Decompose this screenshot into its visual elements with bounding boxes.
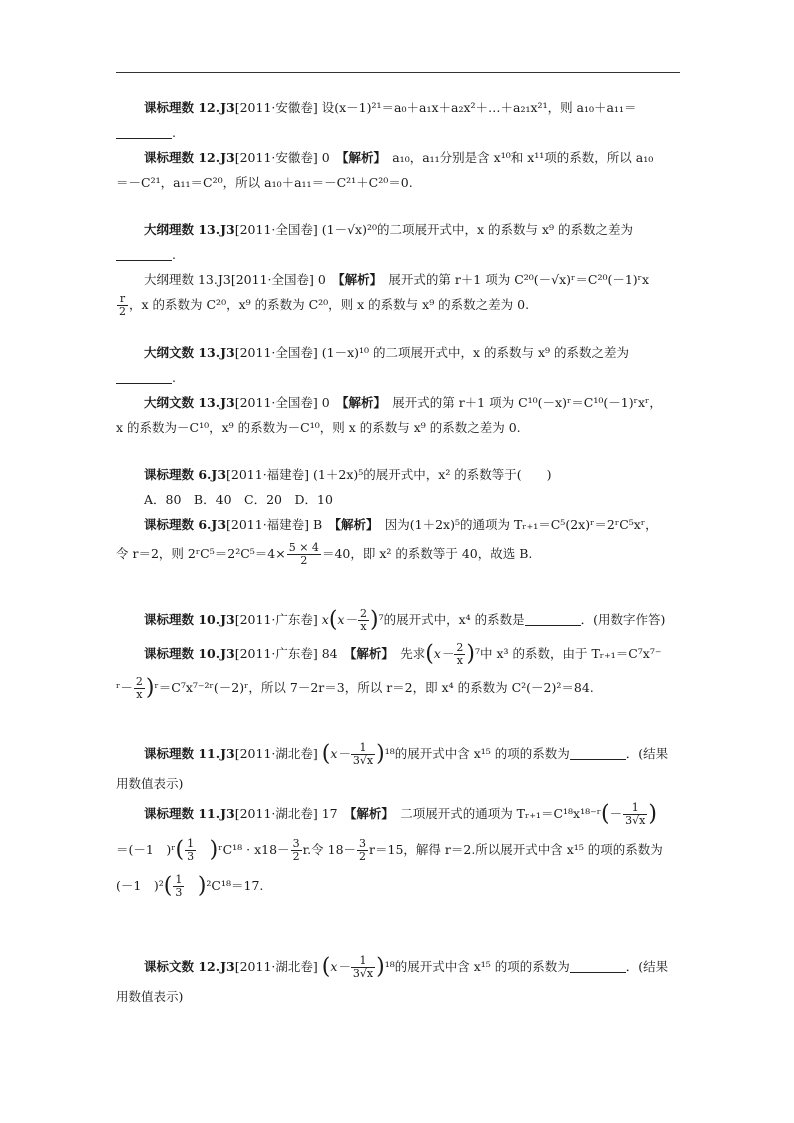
problem-question [116,603,680,637]
fraction-numerator: 3 [359,837,367,850]
question-text: 用数值表示) [116,989,184,1004]
answer-line [116,390,680,415]
problem-answer [116,267,680,318]
question-tail: ．(用数字作答) [580,612,666,627]
question-text: ¹⁸的展开式中含 x¹⁵ 的项的系数为 [384,959,570,974]
answer-text: 展开式的第 r＋1 项为 C²⁰(－√x)ʳ＝C²⁰(－1)ʳx [388,272,650,287]
answer-blank [570,958,626,973]
fraction-denominator: x [136,688,143,701]
answer-blank [116,369,172,384]
fraction-numerator: 1 [175,873,183,886]
header-rule [116,72,680,73]
answer-text: ʳ＝C⁷x⁷⁻²ʳ(－2)ʳ，所以 7－2r＝3，所以 r＝2，即 x⁴ 的系数为 C²(－2)²＝84. [154,680,594,695]
right-paren: ) [376,954,385,980]
fraction-numerator: 1 [187,837,195,850]
problem-label: 课标理数 11.J3 [144,746,235,761]
answer-label: 课标理数 12.J3 [144,150,235,165]
problem-answer [116,512,680,571]
problem-question [116,217,680,267]
left-paren: ( [425,641,434,667]
problem-label: 课标理数 12.J3 [144,100,235,115]
answer-blank [570,745,626,760]
fraction-numerator: r [117,293,128,306]
analysis-tag: 【解析】 [342,150,380,165]
question-text: (1－x)¹⁰ 的二项展开式中，x 的系数与 x⁹ 的系数之差为 [321,345,630,360]
answer-line [116,292,680,318]
answer-text: 令 r＝2，则 2ʳC⁵＝2²C⁵＝4× [116,546,286,561]
fraction-numerator: 2 [135,675,143,688]
fraction [358,608,369,633]
fraction [357,838,368,863]
answer-source: [2011·全国卷] 0 [234,395,330,410]
answer-line [116,145,680,170]
fraction-denominator: 3√x [352,754,374,767]
problem-label: 大纲文数 13.J3 [144,345,235,360]
fraction-numerator: 3 [292,837,300,850]
answer-source: [2011·全国卷] 0 [230,272,326,287]
answer-text: ＝－C²¹，a₁₁＝C²⁰，所以 a₁₀＋a₁₁＝－C²¹＋C²⁰＝0. [116,175,413,190]
question-text: x－ [330,746,350,761]
problem-source: [2011·广东卷] [234,612,318,627]
question-text: 用数值表示) [116,776,184,791]
answer-text: ＝40，即 x² 的系数等于 40，故选 B. [321,546,533,561]
fraction-numerator: 1 [351,955,375,968]
answer-line [116,671,680,705]
fraction [173,874,184,899]
answer-label: 课标理数 6.J3 [144,517,227,532]
fraction-denominator: 2 [292,850,300,863]
question-line [116,737,680,771]
answer-blank [116,124,172,139]
page-content [116,95,680,1009]
answer-text: 先求 [400,646,426,661]
fraction-denominator: 3 [187,850,195,863]
fraction-denominator: 2 [359,850,367,863]
question-text: (1＋2x)⁵的展开式中，x² 的系数等于( ) [313,467,552,482]
left-paren: ( [321,741,331,767]
analysis-tag: 【解析】 [350,806,388,821]
answer-text: r.令 18－ [302,842,357,857]
problem-source: [2011·湖北卷] [234,959,318,974]
problem-answer [116,637,680,705]
answer-blank-line [116,120,680,145]
fraction [454,642,465,667]
problem-answer [116,796,680,904]
fraction-denominator: 2 [300,554,308,567]
question-text: x [321,612,329,627]
question-tail: . [172,247,176,262]
problem-label: 大纲理数 13.J3 [144,222,235,237]
left-paren: ( [321,954,331,980]
answer-text: ，x 的系数为 C²⁰，x⁹ 的系数为 C²⁰，则 x 的系数与 x⁹ 的系数之差为 0. [129,297,530,312]
answer-text: 二项展开式的通项为 Tᵣ₊₁＝C¹⁸x¹⁸⁻ʳ [400,806,602,821]
answer-blank-line [116,365,680,390]
right-paren: ) [376,741,385,767]
problem-source: [2011·湖北卷] [234,746,318,761]
fraction [185,838,196,863]
question-tail: ．(结果 [625,746,669,761]
right-paren: ) [369,607,379,633]
problem-answer [116,145,680,195]
question-text: x－ [330,959,350,974]
question-text: ¹⁸的展开式中含 x¹⁵ 的项的系数为 [384,746,570,761]
fraction-numerator: 2 [456,641,464,654]
left-paren: ( [328,607,338,633]
analysis-tag: 【解析】 [334,517,373,532]
problem-question [116,340,680,390]
answer-line: 课标理数 11.J3[2011·湖北卷] 17 【解析】 二项展开式的通项为 Tᵣ₊₁＝C¹⁸x¹⁸⁻ʳ(－ $\frac{1}{3√x}$ ) [144,801,657,827]
question-tail: . [172,125,176,140]
answer-line [116,267,680,292]
answer-label: 大纲文数 13.J3 [144,395,235,410]
fraction [291,838,302,863]
fraction-denominator: 2 [119,305,126,318]
answer-text: 展开式的第 r＋1 项为 C¹⁰(－x)ʳ＝C¹⁰(－1)ʳxʳ， [392,395,662,410]
answer-line [116,868,680,904]
answer-blank [116,246,172,261]
analysis-tag: 【解析】 [342,395,380,410]
fraction-denominator: 3√x [625,814,646,827]
answer-text: ⁷中 x³ 的系数，由于 Tᵣ₊₁＝C⁷x⁷⁻ [474,646,662,661]
answer-text: ʳC¹⁸ · x18－ [218,842,290,857]
question-line [116,340,680,365]
choice-options: A．80 B．40 C．20 D．10 [144,492,333,507]
right-paren: ) [648,801,657,827]
answer-text: ʳ－ [116,680,133,695]
answer-source: [2011·福建卷] B [226,517,323,532]
answer-text: r＝15，解得 r＝2.所以展开式中含 x¹⁵ 的项的系数为 [369,842,663,857]
fraction [351,742,375,767]
problem-label: 课标文数 12.J3 [144,959,235,974]
fraction [117,293,128,318]
answer-text: ＝(－1 )ʳ [116,842,176,857]
fraction [134,676,145,701]
problem-source: [2011·安徽卷] [234,100,318,115]
problem-label: 课标理数 6.J3 [144,467,227,482]
fraction-denominator: 3 [175,886,183,899]
question-line [116,462,680,487]
left-paren: ( [601,801,610,827]
question-text: 设(x－1)²¹＝a₀＋a₁x＋a₂x²＋…＋a₂₁x²¹，则 a₁₀＋a₁₁＝ [321,100,637,115]
answer-text: x 的系数为－C¹⁰，x⁹ 的系数为－C¹⁰，则 x 的系数与 x⁹ 的系数之差为 0. [116,420,521,435]
right-paren: ) [209,837,219,863]
analysis-tag: 【解析】 [350,646,388,661]
answer-text: 因为(1＋2x)⁵的通项为 Tᵣ₊₁＝C⁵(2x)ʳ＝2ʳC⁵xʳ， [384,517,658,532]
problem-question [116,950,680,1009]
question-line [116,217,680,242]
fraction [287,542,321,567]
fraction-numerator: 2 [359,607,367,620]
problem-label: 课标理数 10.J3 [144,612,235,627]
fraction-numerator: 1 [351,742,375,755]
problem-question [116,737,680,796]
fraction [351,955,375,980]
answer-label: 课标理数 10.J3 [144,646,235,661]
problem-answer [116,390,680,440]
fraction-denominator: x [360,620,367,633]
answer-line [116,537,680,571]
question-text: x－ [337,612,357,627]
question-tail: ．(结果 [625,959,669,974]
question-text: ⁷的展开式中，x⁴ 的系数是 [378,612,525,627]
answer-label: 课标理数 11.J3 [144,806,235,821]
answer-blank-line [116,242,680,267]
answer-text: x－ [433,646,454,661]
problem-source: [2011·福建卷] [226,467,310,482]
left-paren: ( [163,873,173,899]
fraction-numerator: 5 × 4 [288,541,319,554]
fraction-numerator: 1 [623,802,647,815]
problem-question [116,95,680,145]
fraction-denominator: x [456,654,463,667]
question-text: (1－√x)²⁰的二项展开式中，x 的系数与 x⁹ 的系数之差为 [321,222,634,237]
answer-text: a₁₀，a₁₁分别是含 x¹⁰和 x¹¹项的系数，所以 a₁₀ [392,150,654,165]
answer-blank [525,611,581,626]
answer-source: [2011·湖北卷] 17 [234,806,338,821]
answer-line [116,637,680,671]
answer-line [116,512,680,537]
problem-source: [2011·全国卷] [234,345,318,360]
answer-source: [2011·广东卷] 84 [234,646,338,661]
answer-line [116,832,680,868]
answer-text: (－1 )² [116,878,164,893]
problem-question [116,462,680,512]
left-paren: ( [175,837,185,863]
answer-source: [2011·安徽卷] 0 [234,150,330,165]
right-paren: ) [145,675,155,701]
right-paren: ) [197,873,207,899]
question-line [116,603,680,637]
fraction [623,802,647,827]
answer-label: 大纲理数 13.J3 [144,272,231,287]
fraction-denominator: 3√x [352,967,374,980]
question-line [116,950,680,984]
question-line [116,95,680,120]
problem-source: [2011·全国卷] [234,222,318,237]
question-tail: . [172,370,176,385]
analysis-tag: 【解析】 [338,272,376,287]
right-paren: ) [466,641,475,667]
answer-text: ²C¹⁸＝17. [206,878,264,893]
